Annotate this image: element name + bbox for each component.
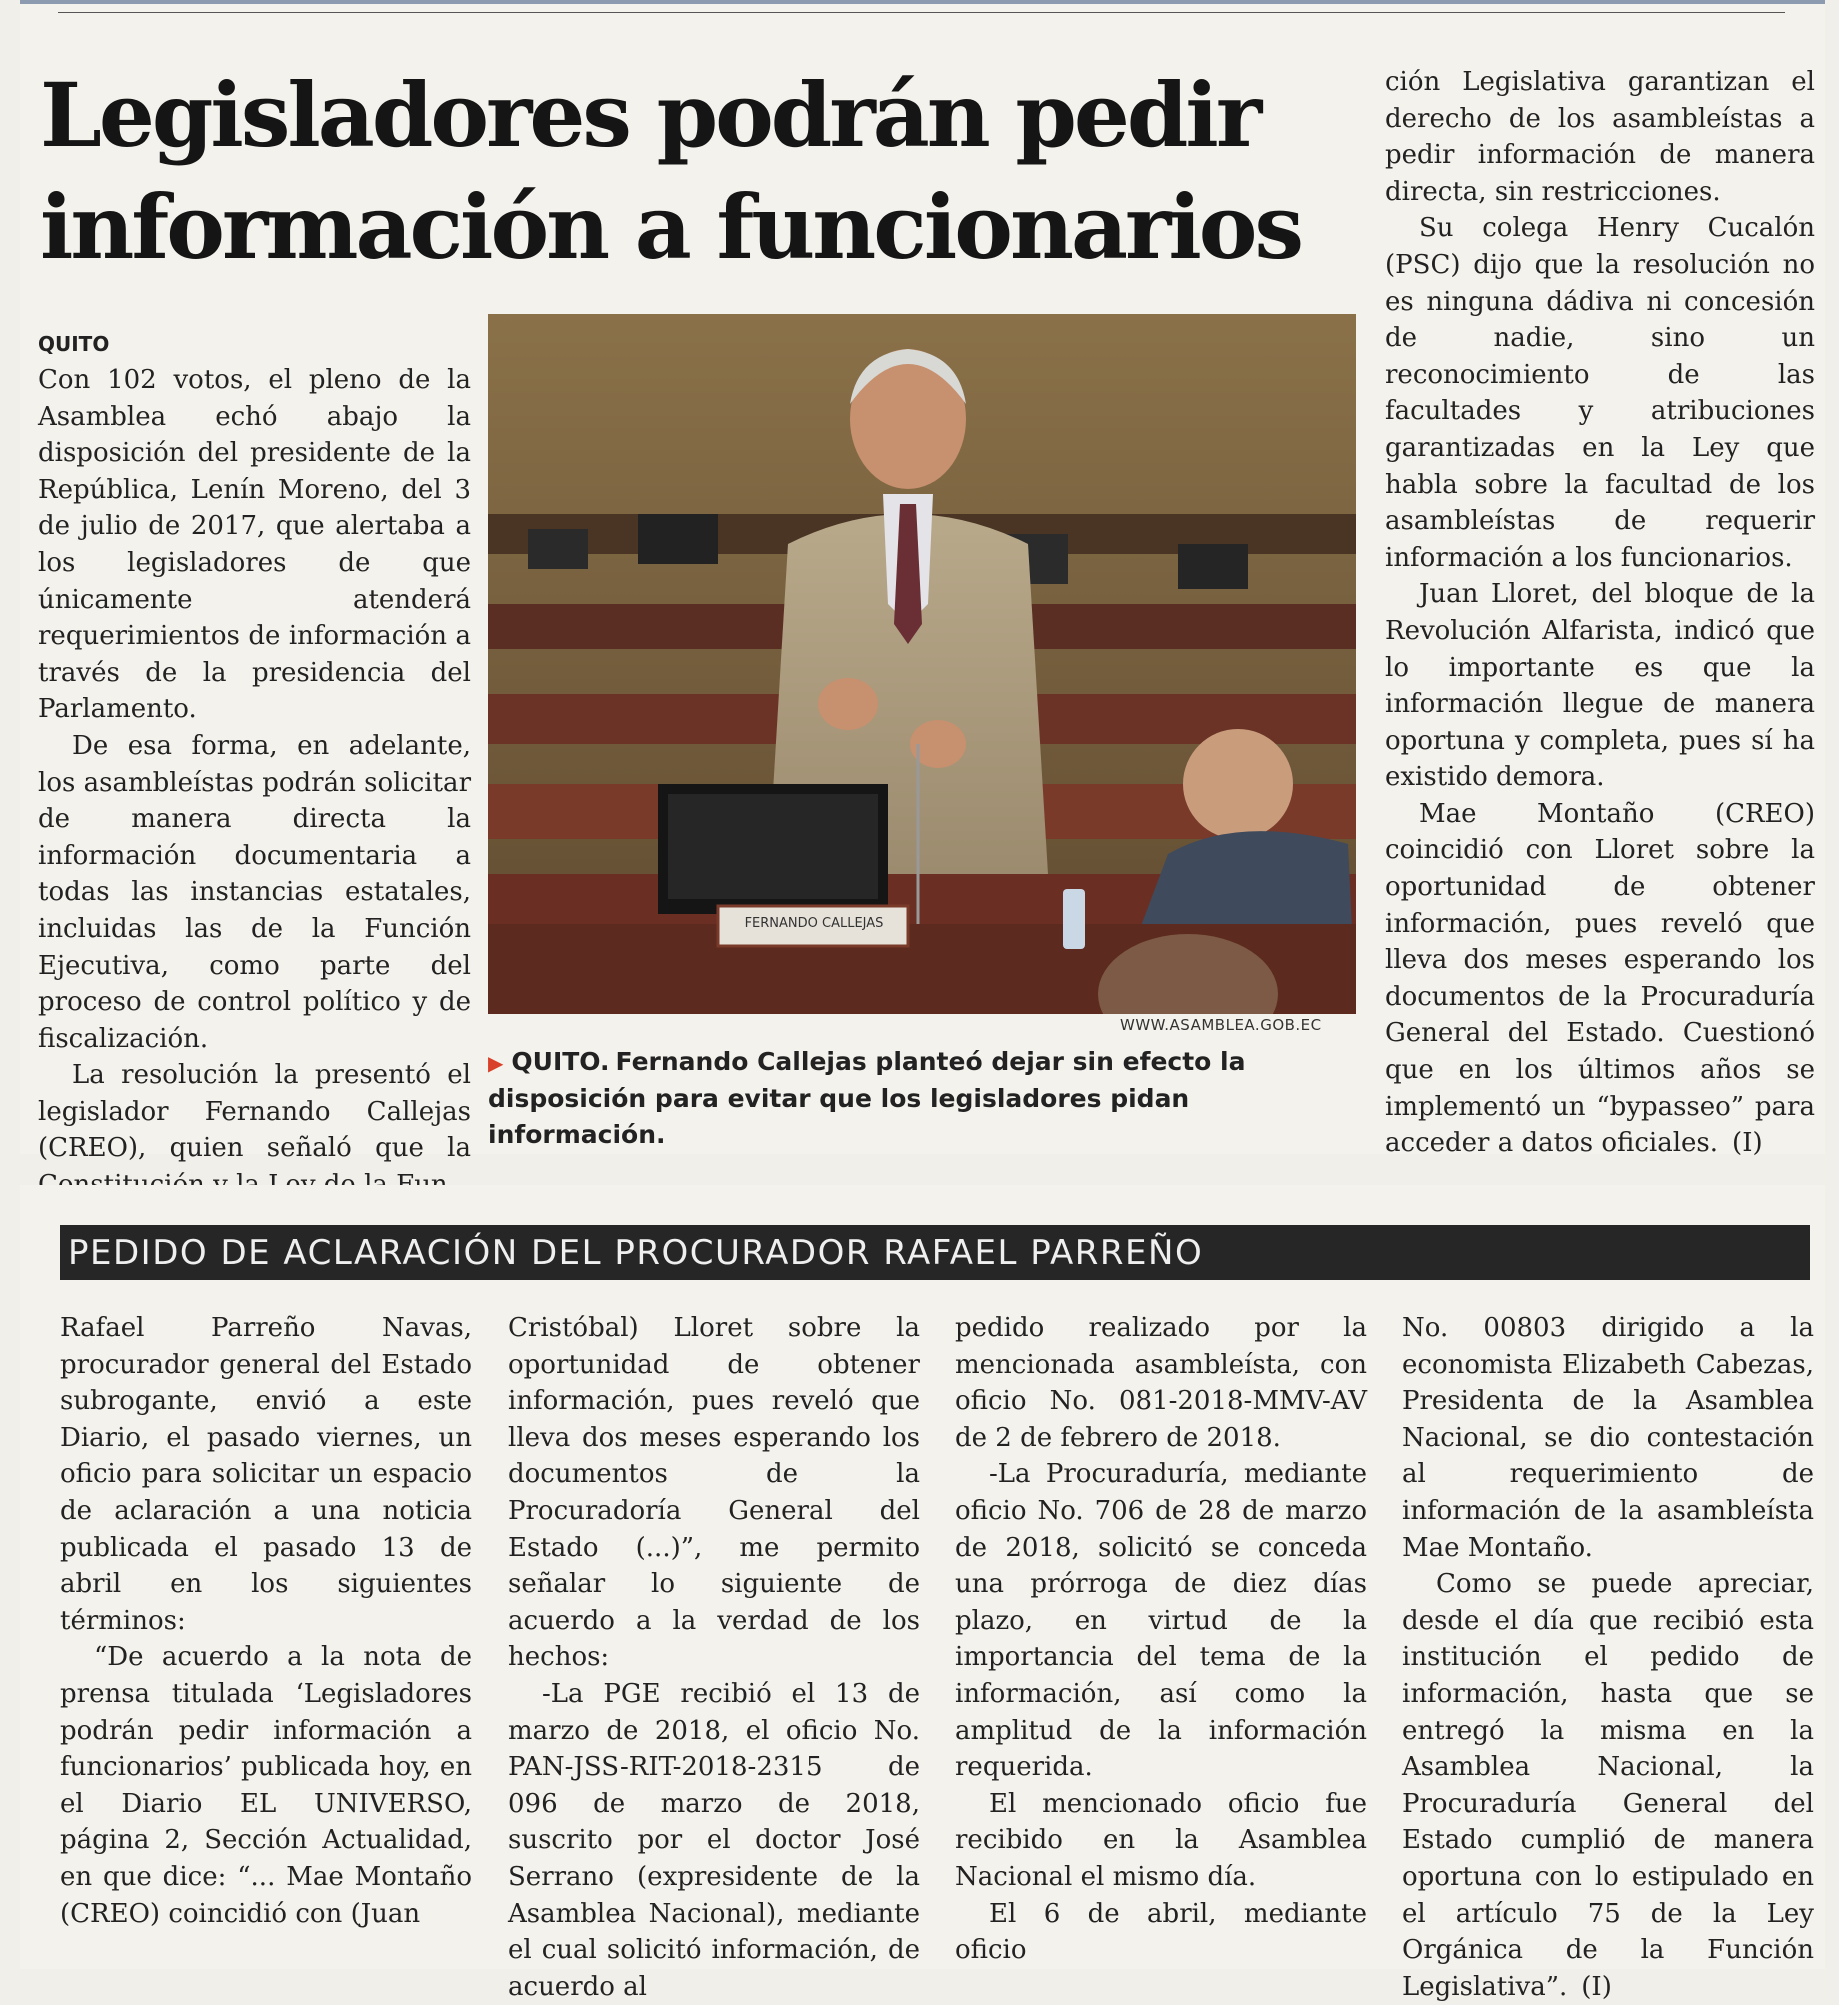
paragraph: Cristóbal) Lloret sobre la oportunidad de obtener información, pues reveló que lleva dos meses esperando los documentos de la Procuradoría General del Estado (...)”, me permito señalar lo siguiente de acuerdo a la verdad de los hechos: <box>508 1313 920 1673</box>
photo-credit: WWW.ASAMBLEA.GOB.EC <box>1120 1016 1322 1034</box>
paragraph: ción Legislativa garantizan el derecho de los asambleístas a pedir información de manera directa, sin restricciones. <box>1385 67 1815 207</box>
clarification-column-4 <box>1402 1310 1814 2005</box>
clarification-column-3 <box>955 1310 1367 1969</box>
paragraph: -La Procuraduría, mediante oficio No. 706 de 28 de marzo de 2018, solicitó se conceda una prórroga de diez días plazo, en virtud de la importancia del tema de la información, así como la amplitud de la información requerida. <box>955 1459 1367 1783</box>
caption-text: Fernando Callejas planteó dejar sin efecto la disposición para evitar que los legisladores pidan información. <box>488 1047 1246 1149</box>
paragraph-text: Como se puede apreciar, desde el día que recibió esta institución el pedido de información, hasta que se entregó la misma en la Asamblea Nacional, la Procuraduría General del Estado cumplió de manera oportuna con lo estipulado en el artículo 75 de la Ley Orgánica de la Función Legislativa”. <box>1402 1569 1814 2002</box>
caption-pointer-icon: ▶ <box>488 1051 504 1075</box>
section-title-bar <box>60 1225 1810 1280</box>
paragraph: -La PGE recibió el 13 de marzo de 2018, el oficio No. PAN-JSS-RIT-2018-2315 de 096 de marzo de 2018, suscrito por el doctor José Serrano (expresidente de la Asamblea Nacional), mediante el cual solicitó información, de acuerdo al <box>508 1678 920 2002</box>
paragraph: pedido realizado por la mencionada asambleísta, con oficio No. 081-2018-MMV-AV de 2 de febrero de 2018. <box>955 1313 1367 1453</box>
paragraph <box>1385 796 1815 1162</box>
nameplate-label: FERNANDO CALLEJAS <box>744 916 884 931</box>
paragraph: De esa forma, en adelante, los asambleístas podrán solicitar de manera directa la información documentaria a todas las instancias estatales, incluidas las de la Función Ejecutiva, como parte del proceso de control político y de fiscalización. <box>38 730 471 1054</box>
top-article-clipping <box>20 0 1825 1164</box>
paragraph: El mencionado oficio fue recibido en la Asamblea Nacional el mismo día. <box>955 1788 1367 1892</box>
article-photo <box>488 314 1356 1014</box>
bottom-article-clipping <box>20 1185 1825 2002</box>
end-mark: (I) <box>1581 1971 1612 2002</box>
legislator-photo <box>488 314 1356 1014</box>
paragraph-text: Mae Montaño (CREO) coincidió con Lloret sobre la oportunidad de obtener información, pues reveló que lleva dos meses esperando los documentos de la Procuraduría General del Estado. Cuestionó que en los últimos años se implementó un “bypasseo” para acceder a datos oficiales. <box>1385 798 1815 1159</box>
end-mark: (I) <box>1732 1128 1763 1159</box>
paragraph: Con 102 votos, el pleno de la Asamblea echó abajo la disposición del presidente de la República, Lenín Moreno, del 3 de julio de 2017, que alertaba a los legisladores de que únicamente atenderá requerimientos de información a través de la presidencia del Parlamento. <box>38 365 471 725</box>
clarification-column-2 <box>508 1310 920 2005</box>
paragraph: Juan Lloret, del bloque de la Revolución Alfarista, indicó que lo importante es que la información llegue de manera oportuna y completa, pues sí ha existido demora. <box>1385 579 1815 793</box>
paragraph: La resolución la presentó el legislador Fernando Callejas (CREO), quien señaló que la <box>38 1060 471 1164</box>
article-right-column <box>1385 64 1815 1162</box>
article-left-column <box>38 362 471 1204</box>
headline: Legisladores podrán pedir información a funcionarios <box>40 63 1301 279</box>
paragraph <box>1402 1566 1814 2005</box>
photo-caption <box>488 1044 1348 1153</box>
paragraph: El 6 de abril, mediante oficio <box>955 1898 1367 1966</box>
paragraph: “De acuerdo a la nota de prensa titulada ‘Legisladores podrán pedir información a funcionarios’ publicada hoy, en el Diario EL UNIVERSO, página 2, Sección Actualidad, en que dice: “... Mae Montaño (CREO) coincidió con (Juan <box>60 1642 472 1929</box>
clarification-column-1 <box>60 1310 472 1932</box>
paragraph: No. 00803 dirigido a la economista Elizabeth Cabezas, Presidenta de la Asamblea Nacional, se dio contestación al requerimiento de información de la asambleísta Mae Montaño. <box>1402 1313 1814 1563</box>
paragraph: Rafael Parreño Navas, procurador general del Estado subrogante, envió a este Diario, el pasado viernes, un oficio para solicitar un espacio de aclaración a una noticia publicada el pasado 13 de abril en los siguientes términos: <box>60 1313 472 1636</box>
paragraph: Su colega Henry Cucalón (PSC) dijo que la resolución no es ninguna dádiva ni concesión de nadie, sino un reconocimiento de las facultades y atribuciones garantizadas en la Ley que habla sobre la facultad de los asambleístas de requerir información a los funcionarios. <box>1385 213 1815 573</box>
caption-city: QUITO. <box>511 1047 610 1076</box>
dateline: QUITO <box>38 332 110 356</box>
section-title: PEDIDO DE ACLARACIÓN DEL PROCURADOR RAFAEL PARREÑO <box>68 1233 1204 1273</box>
top-rule <box>58 12 1785 13</box>
